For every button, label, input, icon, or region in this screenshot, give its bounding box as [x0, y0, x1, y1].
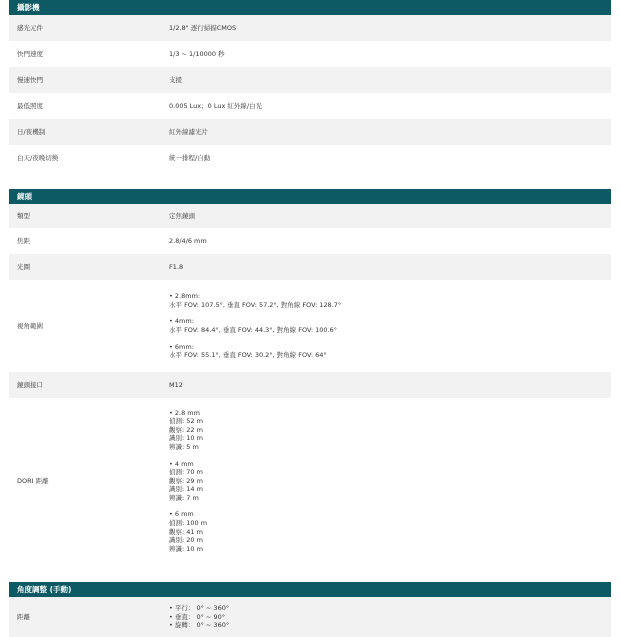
- spec-value: M12: [169, 380, 183, 389]
- spec-value-line: 水平 FOV: 55.1°, 垂直 FOV: 30.2°, 對角線 FOV: 64°: [169, 351, 327, 360]
- spec-value-line: 辨識: 7 m: [169, 493, 199, 502]
- spec-row: [9, 119, 611, 145]
- section-spacer: [9, 171, 611, 189]
- spec-value: 統一排程/自動: [169, 153, 211, 162]
- spec-row: [9, 597, 611, 637]
- spec-value-line: • 平行： 0° ~ 360°: [169, 604, 230, 613]
- spec-label: 最低照度: [17, 101, 43, 110]
- spec-row: [9, 280, 611, 372]
- section-header: 鏡頭: [9, 189, 611, 204]
- spec-value-line: 偵測: 52 m: [169, 417, 203, 426]
- spec-value-line: 辨識: 10 m: [169, 544, 203, 553]
- spec-value-line: • 垂直： 0° ~ 90°: [169, 612, 225, 621]
- spec-row: [9, 41, 611, 67]
- spec-row: [9, 204, 611, 228]
- spec-value-line: 水平 FOV: 84.4°, 垂直 FOV: 44.3°, 對角線 FOV: 100.6°: [169, 326, 338, 334]
- group-spacer: [169, 335, 611, 343]
- spec-value-line: 識別: 14 m: [169, 485, 203, 494]
- spec-row: [9, 254, 611, 280]
- spec-value-line: • 2.8 mm: [169, 408, 200, 417]
- spec-row: [9, 93, 611, 119]
- spec-label: 快門速度: [17, 49, 43, 58]
- spec-label: DORI 距離: [17, 476, 49, 485]
- spec-label: 焦距: [17, 236, 30, 245]
- section-header: 角度調整 (手動): [9, 582, 611, 597]
- spec-value-line: 偵測: 70 m: [169, 468, 203, 477]
- section-spacer: [9, 564, 611, 582]
- group-spacer: [169, 502, 611, 510]
- spec-value-line: 水平 FOV: 107.5°, 垂直 FOV: 57.2°, 對角線 FOV: 128.7°: [169, 300, 342, 309]
- spec-value-line: 觀察: 29 m: [169, 476, 203, 485]
- spec-value-line: • 4mm:: [169, 317, 194, 326]
- spec-value-line: • 4 mm: [169, 459, 194, 468]
- spec-value: 紅外線濾光片: [169, 127, 208, 136]
- spec-value-line: • 6mm:: [169, 342, 194, 351]
- spec-value-line: • 6 mm: [169, 510, 194, 519]
- spec-value: 定焦鏡頭: [169, 211, 195, 220]
- spec-label: 距離: [17, 612, 30, 621]
- spec-row: [9, 372, 611, 398]
- spec-table: [9, 0, 611, 637]
- spec-value-line: 辨識: 5 m: [169, 442, 199, 451]
- spec-value-line: 識別: 10 m: [169, 434, 203, 443]
- spec-label: 白天/夜晚切換: [17, 153, 59, 162]
- spec-value: 0.005 Lux；0 Lux 紅外線/白光: [169, 101, 263, 110]
- spec-value-line: 觀察: 41 m: [169, 527, 203, 536]
- spec-value-line: 偵測: 100 m: [169, 519, 208, 528]
- spec-value: [169, 604, 611, 630]
- spec-value-line: • 2.8mm:: [169, 292, 201, 301]
- spec-value: [169, 292, 611, 360]
- spec-row: [9, 15, 611, 41]
- group-spacer: [169, 452, 611, 460]
- spec-row: [9, 228, 611, 254]
- spec-value-line: • 旋轉： 0° ~ 360°: [169, 621, 230, 630]
- spec-value: 支援: [169, 75, 182, 84]
- spec-value: [169, 409, 611, 554]
- spec-label: 鏡頭接口: [17, 380, 43, 389]
- spec-value: F1.8: [169, 262, 184, 271]
- spec-label: 類型: [17, 211, 30, 220]
- spec-row: [9, 67, 611, 93]
- spec-row: [9, 145, 611, 171]
- spec-value: 1/3 ~ 1/10000 秒: [169, 49, 225, 58]
- spec-value: 1/2.8" 逐行掃描CMOS: [169, 23, 237, 32]
- spec-label: 感光元件: [17, 23, 43, 32]
- spec-value-line: 觀察: 22 m: [169, 425, 203, 434]
- spec-row: [9, 398, 611, 564]
- spec-label: 日/夜機制: [17, 127, 46, 136]
- spec-label: 光圈: [17, 262, 30, 271]
- spec-value: 2.8/4/6 mm: [169, 236, 207, 245]
- section-header: 攝影機: [9, 0, 611, 15]
- spec-label: 視角範圍: [17, 321, 43, 330]
- spec-value-line: 識別: 20 m: [169, 536, 203, 545]
- spec-label: 慢速快門: [17, 75, 43, 84]
- group-spacer: [169, 309, 611, 317]
